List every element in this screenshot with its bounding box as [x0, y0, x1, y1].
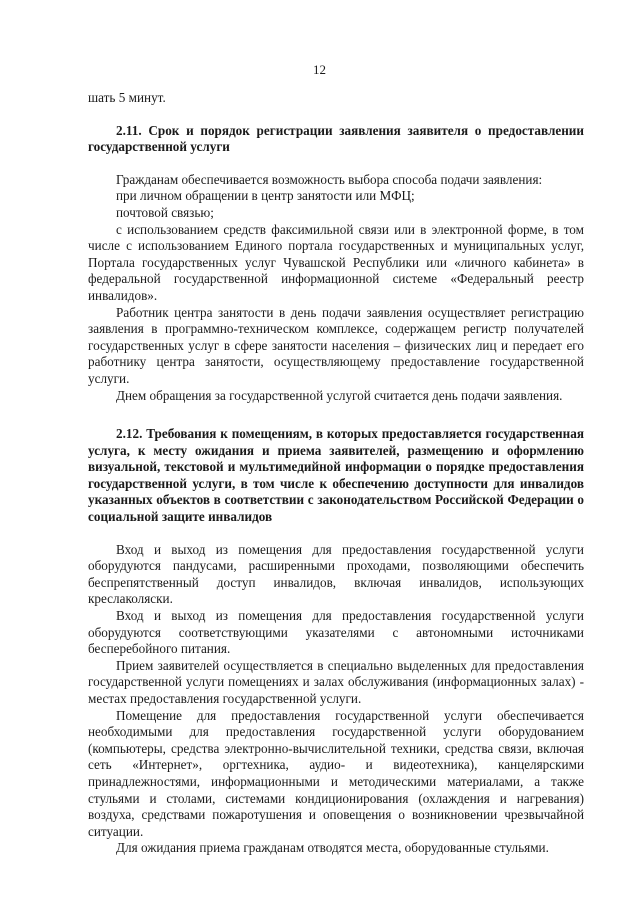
paragraph: Прием заявителей осуществляется в специально выделенных для предоставления государственной услуги помещениях и залах обслуживания (информационных залах) - местах предоставления государственной услуги.: [88, 657, 584, 706]
paragraph: Работник центра занятости в день подачи заявления осуществляет регистрацию заявления в программно-техническом комплексе, содержащем регистр получателей государственных услуг в сфере занятости населения – физических лиц и передает его работнику центра занятости, осуществляющему предоставление государственной услуги.: [88, 304, 584, 386]
paragraph: почтовой связью;: [116, 204, 214, 220]
paragraph: Вход и выход из помещения для предоставления государственной услуги оборудуются пандусами, расширенными проходами, позволяющими обеспечить беспрепятственный доступ инвалидов, включая инвалидов, использующих креслаколяски.: [88, 541, 584, 607]
document-body: [88, 90, 584, 857]
section-2-11-heading: 2.11. Срок и порядок регистрации заявления заявителя о предоставлении государственной услуги: [88, 122, 584, 155]
section-2-12-heading: 2.12. Требования к помещениям, в которых предоставляется государственная услуга, к месту ожидания и приема заявителей, размещению и оформлению визуальной, текстовой и мультимедийной информации о порядке предоставления государственной услуги, в том числе к обеспечению доступности для инвалидов указанных объектов в соответствии с законодательством Российской Федерации о социальной защите инвалидов: [88, 426, 584, 525]
paragraph: с использованием средств факсимильной связи или в электронной форме, в том числе с использованием Единого портала государственных и муниципальных услуг, Портала государственных услуг Чувашской Республики или «личного кабинета» в федеральной государственной информационной системе «Федеральный реестр инвалидов».: [88, 221, 584, 303]
paragraph: Для ожидания приема гражданам отводятся места, оборудованные стульями.: [116, 840, 549, 856]
paragraph: Помещение для предоставления государственной услуги обеспечивается необходимыми для предоставления государственной услуги оборудованием (компьютеры, средства электронно-вычислительной техники, средства связи, включая сеть «Интернет», оргтехника, аудио- и видеотехника), канцелярскими принадлежностями, информационными и методическими материалами, а также стульями и столами, системами кондиционирования (охлаждения и нагревания) воздуха, средствами пожаротушения и оповещения о возникновении чрезвычайной ситуации.: [88, 707, 584, 839]
paragraph: Гражданам обеспечивается возможность выбора способа подачи заявления:: [116, 171, 543, 187]
paragraph: Днем обращения за государственной услугой считается день подачи заявления.: [116, 387, 563, 403]
section-2-12-body: [88, 542, 584, 857]
section-2-11-body: [88, 172, 584, 404]
paragraph: Вход и выход из помещения для предоставления государственной услуги оборудуются соответствующими указателями с автономными источниками бесперебойного питания.: [88, 608, 584, 657]
page-number: 12: [313, 62, 326, 77]
paragraph: при личном обращении в центр занятости или МФЦ;: [116, 188, 415, 204]
continuation-text: шать 5 минут.: [88, 90, 166, 105]
